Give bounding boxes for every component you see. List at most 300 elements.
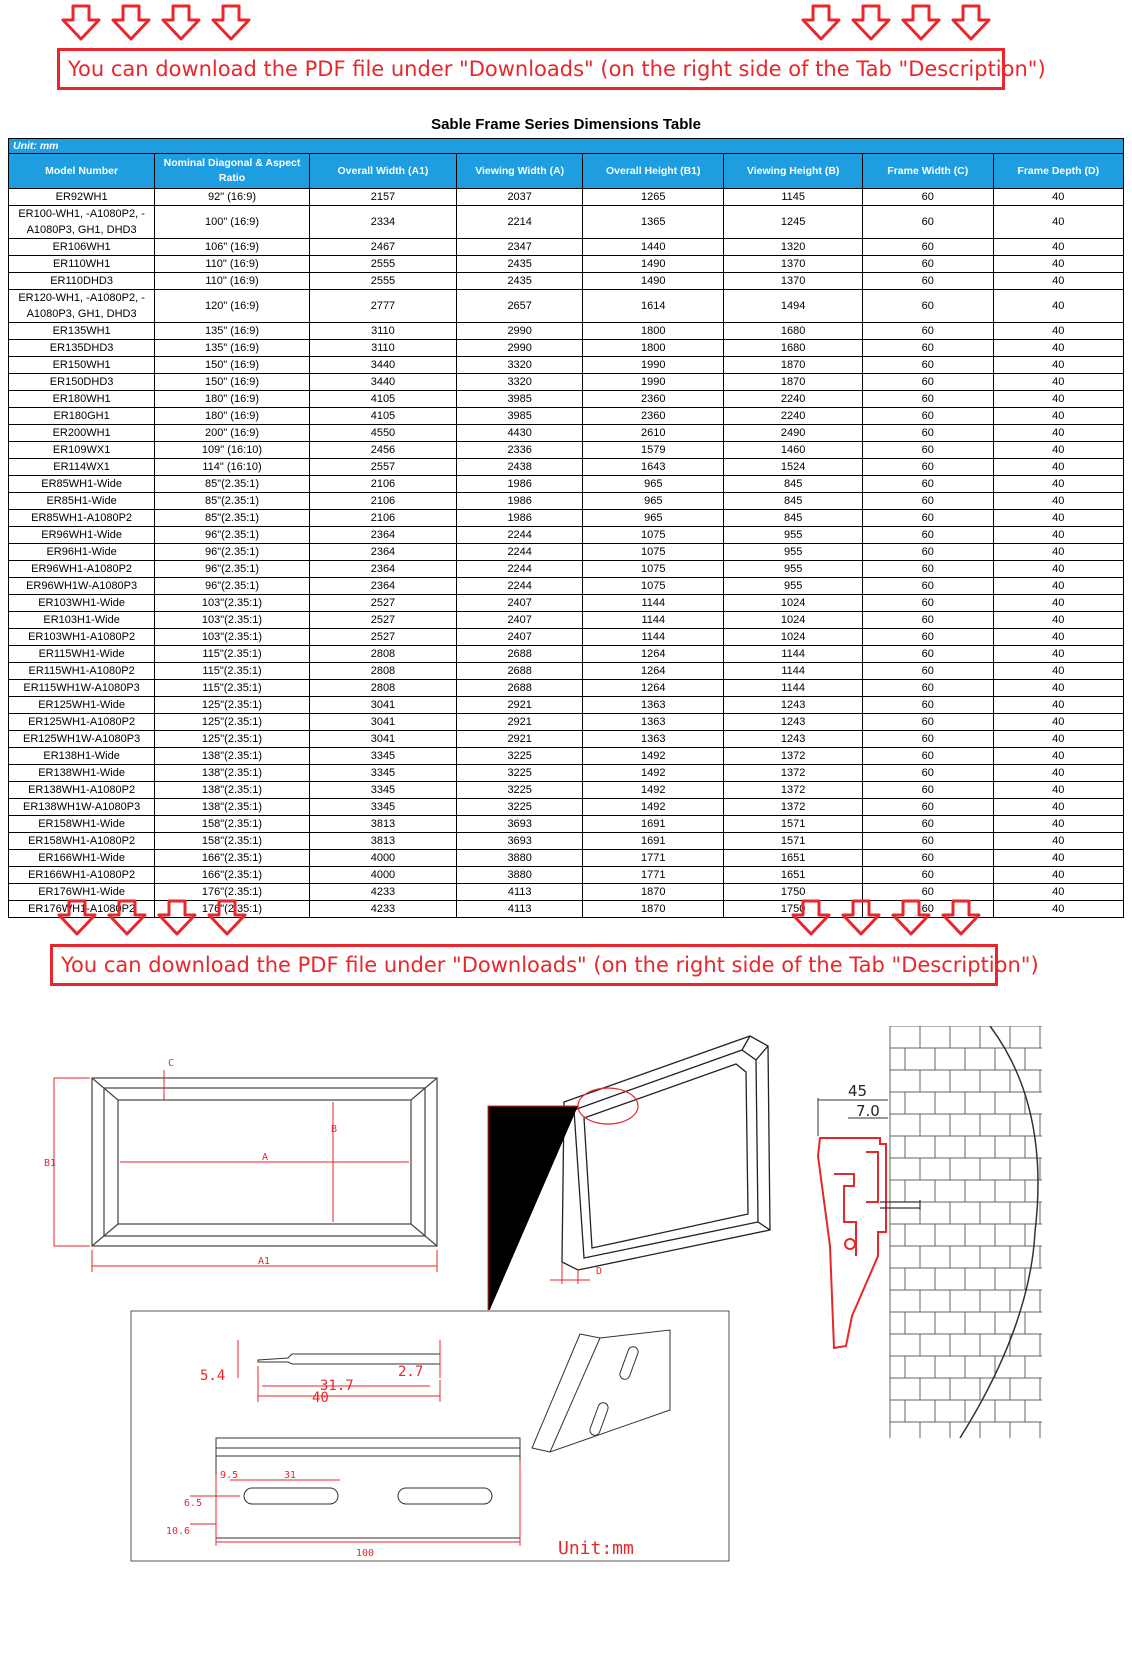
- table-cell: 96"(2.35:1): [155, 561, 310, 578]
- table-cell: 1024: [724, 595, 863, 612]
- table-cell: 40: [993, 340, 1124, 357]
- table-row: [9, 206, 1124, 239]
- table-cell: 40: [993, 290, 1124, 323]
- table-cell: 60: [863, 612, 993, 629]
- table-cell: 1144: [724, 646, 863, 663]
- table-cell: 3880: [457, 850, 583, 867]
- table-cell: 40: [993, 765, 1124, 782]
- table-cell: 138"(2.35:1): [155, 765, 310, 782]
- table-cell: 40: [993, 374, 1124, 391]
- table-row: [9, 544, 1124, 561]
- table-cell: 2557: [309, 459, 456, 476]
- label-b: B: [331, 1124, 338, 1135]
- down-arrow-icon: [110, 3, 152, 43]
- table-cell: 4113: [457, 884, 583, 901]
- table-cell: 40: [993, 697, 1124, 714]
- table-cell: ER200WH1: [9, 425, 155, 442]
- table-cell: 138"(2.35:1): [155, 748, 310, 765]
- table-cell: 85"(2.35:1): [155, 493, 310, 510]
- table-cell: 3041: [309, 697, 456, 714]
- table-cell: 96"(2.35:1): [155, 544, 310, 561]
- dim-2-7: 2.7: [398, 1364, 424, 1380]
- table-cell: 2244: [457, 578, 583, 595]
- table-cell: 60: [863, 799, 993, 816]
- table-row: [9, 731, 1124, 748]
- table-cell: 135" (16:9): [155, 323, 310, 340]
- table-cell: ER85H1-Wide: [9, 493, 155, 510]
- table-cell: 60: [863, 629, 993, 646]
- table-cell: ER166WH1-A1080P2: [9, 867, 155, 884]
- table-cell: 1265: [583, 189, 724, 206]
- table-cell: 1075: [583, 527, 724, 544]
- table-cell: 955: [724, 578, 863, 595]
- bottom-left-arrows: [56, 898, 248, 938]
- table-cell: 2214: [457, 206, 583, 239]
- table-cell: 85"(2.35:1): [155, 510, 310, 527]
- table-cell: 1075: [583, 561, 724, 578]
- table-cell: ER106WH1: [9, 239, 155, 256]
- table-cell: 1800: [583, 340, 724, 357]
- table-cell: 60: [863, 680, 993, 697]
- table-cell: 1771: [583, 850, 724, 867]
- dim-31: 31: [284, 1470, 297, 1481]
- down-arrow-icon: [60, 3, 102, 43]
- table-cell: 3345: [309, 782, 456, 799]
- table-cell: ER158WH1-Wide: [9, 816, 155, 833]
- table-cell: 3985: [457, 391, 583, 408]
- table-cell: 1320: [724, 239, 863, 256]
- table-cell: ER125WH1-A1080P2: [9, 714, 155, 731]
- table-cell: 135" (16:9): [155, 340, 310, 357]
- table-cell: 845: [724, 510, 863, 527]
- table-cell: 138"(2.35:1): [155, 782, 310, 799]
- table-row: [9, 697, 1124, 714]
- table-cell: 1363: [583, 714, 724, 731]
- table-cell: 1145: [724, 189, 863, 206]
- table-cell: 60: [863, 374, 993, 391]
- table-cell: 4233: [309, 901, 456, 918]
- table-cell: 40: [993, 714, 1124, 731]
- table-cell: 955: [724, 544, 863, 561]
- table-cell: 2037: [457, 189, 583, 206]
- table-cell: 40: [993, 901, 1124, 918]
- table-cell: 100" (16:9): [155, 206, 310, 239]
- table-cell: 60: [863, 850, 993, 867]
- table-cell: 1651: [724, 850, 863, 867]
- table-cell: 2527: [309, 612, 456, 629]
- table-cell: ER103WH1-Wide: [9, 595, 155, 612]
- table-cell: 955: [724, 561, 863, 578]
- dim-5-4: 5.4: [200, 1368, 226, 1384]
- table-cell: ER138WH1-A1080P2: [9, 782, 155, 799]
- down-arrow-icon: [900, 3, 942, 43]
- table-cell: 1492: [583, 782, 724, 799]
- dim-10-6: 10.6: [166, 1526, 191, 1537]
- down-arrow-icon: [156, 898, 198, 938]
- table-cell: ER115WH1-A1080P2: [9, 663, 155, 680]
- table-cell: 60: [863, 476, 993, 493]
- table-cell: 1990: [583, 357, 724, 374]
- down-arrow-icon: [950, 3, 992, 43]
- table-cell: 2921: [457, 697, 583, 714]
- table-cell: 3110: [309, 323, 456, 340]
- table-cell: 40: [993, 323, 1124, 340]
- column-header: Overall Height (B1): [583, 154, 724, 189]
- table-row: [9, 425, 1124, 442]
- table-row: [9, 782, 1124, 799]
- download-notice-bottom: You can download the PDF file under "Downloads" (on the right side of the Tab "Description"): [50, 944, 998, 986]
- label-a: A: [262, 1152, 269, 1163]
- table-cell: ER110WH1: [9, 256, 155, 273]
- table-cell: 60: [863, 527, 993, 544]
- table-cell: ER103WH1-A1080P2: [9, 629, 155, 646]
- table-cell: 60: [863, 510, 993, 527]
- table-cell: 40: [993, 561, 1124, 578]
- table-cell: 1075: [583, 578, 724, 595]
- table-cell: 1870: [583, 901, 724, 918]
- table-cell: 2244: [457, 527, 583, 544]
- table-cell: 2106: [309, 493, 456, 510]
- table-cell: 40: [993, 578, 1124, 595]
- table-cell: 40: [993, 256, 1124, 273]
- table-cell: 60: [863, 731, 993, 748]
- table-cell: 1750: [724, 884, 863, 901]
- table-cell: ER125WH1-Wide: [9, 697, 155, 714]
- down-arrow-icon: [106, 898, 148, 938]
- table-row: [9, 748, 1124, 765]
- table-cell: 176"(2.35:1): [155, 901, 310, 918]
- table-cell: 40: [993, 425, 1124, 442]
- table-cell: 115"(2.35:1): [155, 680, 310, 697]
- table-cell: 60: [863, 425, 993, 442]
- table-cell: 60: [863, 782, 993, 799]
- table-cell: 2688: [457, 663, 583, 680]
- table-cell: 60: [863, 340, 993, 357]
- table-cell: ER138WH1W-A1080P3: [9, 799, 155, 816]
- column-header: Overall Width (A1): [309, 154, 456, 189]
- table-cell: 1800: [583, 323, 724, 340]
- table-row: [9, 442, 1124, 459]
- table-row: [9, 290, 1124, 323]
- table-cell: ER158WH1-A1080P2: [9, 833, 155, 850]
- table-cell: 965: [583, 493, 724, 510]
- table-cell: 60: [863, 901, 993, 918]
- table-cell: 1870: [724, 357, 863, 374]
- dim-40: 40: [312, 1390, 329, 1406]
- table-cell: 1372: [724, 765, 863, 782]
- table-cell: 2240: [724, 408, 863, 425]
- table-cell: 60: [863, 493, 993, 510]
- table-cell: 103"(2.35:1): [155, 612, 310, 629]
- table-cell: 40: [993, 782, 1124, 799]
- table-cell: 1264: [583, 646, 724, 663]
- table-cell: 2808: [309, 646, 456, 663]
- table-cell: 2360: [583, 391, 724, 408]
- table-cell: 60: [863, 595, 993, 612]
- table-cell: 115"(2.35:1): [155, 646, 310, 663]
- table-row: [9, 408, 1124, 425]
- table-cell: 60: [863, 697, 993, 714]
- table-row: [9, 561, 1124, 578]
- table-row: [9, 680, 1124, 697]
- table-cell: 2244: [457, 544, 583, 561]
- table-cell: 2490: [724, 425, 863, 442]
- table-cell: 4550: [309, 425, 456, 442]
- table-cell: 40: [993, 493, 1124, 510]
- dim-9-5: 9.5: [220, 1470, 239, 1481]
- table-cell: 40: [993, 833, 1124, 850]
- table-cell: ER180GH1: [9, 408, 155, 425]
- table-row: [9, 273, 1124, 290]
- table-cell: ER115WH1-Wide: [9, 646, 155, 663]
- dimensions-table: [8, 138, 1124, 918]
- table-row: [9, 239, 1124, 256]
- table-cell: 1024: [724, 612, 863, 629]
- unit-label-mm: Unit:mm: [558, 1538, 634, 1559]
- table-cell: 1524: [724, 459, 863, 476]
- table-cell: 3041: [309, 714, 456, 731]
- table-cell: 1691: [583, 816, 724, 833]
- table-cell: ER138H1-Wide: [9, 748, 155, 765]
- table-cell: 40: [993, 459, 1124, 476]
- table-cell: 4430: [457, 425, 583, 442]
- table-row: [9, 867, 1124, 884]
- table-cell: 1680: [724, 340, 863, 357]
- table-cell: 1024: [724, 629, 863, 646]
- table-cell: ER125WH1W-A1080P3: [9, 731, 155, 748]
- table-cell: 60: [863, 544, 993, 561]
- table-cell: 180" (16:9): [155, 391, 310, 408]
- table-cell: 2407: [457, 595, 583, 612]
- table-cell: 1243: [724, 714, 863, 731]
- table-cell: ER135WH1: [9, 323, 155, 340]
- table-cell: ER176WH1-Wide: [9, 884, 155, 901]
- table-cell: 120" (16:9): [155, 290, 310, 323]
- table-cell: 4000: [309, 867, 456, 884]
- table-cell: 125"(2.35:1): [155, 697, 310, 714]
- table-cell: 40: [993, 884, 1124, 901]
- table-cell: 60: [863, 884, 993, 901]
- table-row: [9, 256, 1124, 273]
- table-row: [9, 357, 1124, 374]
- down-arrow-icon: [800, 3, 842, 43]
- table-cell: 2364: [309, 527, 456, 544]
- table-cell: 40: [993, 663, 1124, 680]
- table-cell: 3345: [309, 748, 456, 765]
- table-cell: 60: [863, 459, 993, 476]
- table-cell: 106" (16:9): [155, 239, 310, 256]
- table-cell: ER96WH1-A1080P2: [9, 561, 155, 578]
- table-cell: 1144: [583, 612, 724, 629]
- table-cell: 1990: [583, 374, 724, 391]
- table-row: [9, 391, 1124, 408]
- table-cell: 3345: [309, 799, 456, 816]
- table-cell: 4000: [309, 850, 456, 867]
- down-arrow-icon: [160, 3, 202, 43]
- table-cell: 3225: [457, 782, 583, 799]
- table-row: [9, 323, 1124, 340]
- table-cell: 2435: [457, 273, 583, 290]
- table-cell: ER92WH1: [9, 189, 155, 206]
- table-row: [9, 833, 1124, 850]
- table-cell: 2334: [309, 206, 456, 239]
- table-cell: 1986: [457, 476, 583, 493]
- down-arrow-icon: [56, 898, 98, 938]
- table-cell: 1771: [583, 867, 724, 884]
- table-cell: 200" (16:9): [155, 425, 310, 442]
- table-cell: 1490: [583, 256, 724, 273]
- table-row: [9, 646, 1124, 663]
- table-cell: 3693: [457, 833, 583, 850]
- table-cell: 3985: [457, 408, 583, 425]
- table-cell: 1750: [724, 901, 863, 918]
- table-row: [9, 595, 1124, 612]
- table-cell: 1144: [583, 595, 724, 612]
- table-cell: 3813: [309, 833, 456, 850]
- table-cell: 1363: [583, 731, 724, 748]
- table-cell: 2990: [457, 340, 583, 357]
- table-cell: 2990: [457, 323, 583, 340]
- table-cell: 60: [863, 816, 993, 833]
- down-arrow-icon: [850, 3, 892, 43]
- table-cell: 103"(2.35:1): [155, 595, 310, 612]
- table-cell: 60: [863, 323, 993, 340]
- table-row: [9, 714, 1124, 731]
- table-row: [9, 510, 1124, 527]
- table-cell: 1144: [724, 680, 863, 697]
- table-cell: ER96WH1-Wide: [9, 527, 155, 544]
- table-cell: 2364: [309, 544, 456, 561]
- table-cell: 2364: [309, 578, 456, 595]
- top-right-arrows: [800, 3, 992, 43]
- down-arrow-icon: [890, 898, 932, 938]
- table-cell: 1365: [583, 206, 724, 239]
- table-cell: 3693: [457, 816, 583, 833]
- table-row: [9, 850, 1124, 867]
- table-cell: 60: [863, 833, 993, 850]
- table-cell: 96"(2.35:1): [155, 527, 310, 544]
- table-cell: 40: [993, 391, 1124, 408]
- table-cell: 955: [724, 527, 863, 544]
- table-cell: ER166WH1-Wide: [9, 850, 155, 867]
- table-row: [9, 527, 1124, 544]
- table-cell: 1643: [583, 459, 724, 476]
- table-cell: 1579: [583, 442, 724, 459]
- column-header: Frame Width (C): [863, 154, 993, 189]
- table-cell: 40: [993, 595, 1124, 612]
- table-cell: ER115WH1W-A1080P3: [9, 680, 155, 697]
- table-cell: 60: [863, 442, 993, 459]
- table-cell: 2555: [309, 256, 456, 273]
- table-cell: 60: [863, 765, 993, 782]
- table-cell: 2407: [457, 629, 583, 646]
- table-cell: 2467: [309, 239, 456, 256]
- table-cell: ER180WH1: [9, 391, 155, 408]
- label-a1: A1: [258, 1256, 271, 1267]
- bracket-detail-drawing: [130, 1310, 730, 1562]
- table-cell: 138"(2.35:1): [155, 799, 310, 816]
- table-cell: 1243: [724, 697, 863, 714]
- table-cell: 2240: [724, 391, 863, 408]
- table-cell: 103"(2.35:1): [155, 629, 310, 646]
- table-cell: ER150WH1: [9, 357, 155, 374]
- table-cell: 60: [863, 239, 993, 256]
- table-cell: 60: [863, 714, 993, 731]
- table-title: Sable Frame Series Dimensions Table: [431, 116, 701, 133]
- table-cell: 40: [993, 273, 1124, 290]
- table-cell: 2157: [309, 189, 456, 206]
- table-cell: 1870: [583, 884, 724, 901]
- table-cell: 3345: [309, 765, 456, 782]
- table-cell: 60: [863, 357, 993, 374]
- table-cell: 60: [863, 748, 993, 765]
- table-cell: 1144: [583, 629, 724, 646]
- down-arrow-icon: [206, 898, 248, 938]
- table-cell: 40: [993, 850, 1124, 867]
- table-cell: 166"(2.35:1): [155, 850, 310, 867]
- table-cell: 3110: [309, 340, 456, 357]
- table-cell: 1370: [724, 256, 863, 273]
- table-row: [9, 476, 1124, 493]
- table-cell: 1494: [724, 290, 863, 323]
- table-cell: 2106: [309, 476, 456, 493]
- table-cell: 965: [583, 510, 724, 527]
- table-cell: 1680: [724, 323, 863, 340]
- column-header: Viewing Height (B): [724, 154, 863, 189]
- table-cell: 1986: [457, 493, 583, 510]
- table-cell: 845: [724, 476, 863, 493]
- table-cell: 1691: [583, 833, 724, 850]
- table-cell: 3225: [457, 765, 583, 782]
- table-cell: 1245: [724, 206, 863, 239]
- table-cell: 1490: [583, 273, 724, 290]
- table-row: [9, 340, 1124, 357]
- table-cell: 40: [993, 731, 1124, 748]
- table-row: [9, 493, 1124, 510]
- table-cell: ER114WX1: [9, 459, 155, 476]
- table-cell: ER150DHD3: [9, 374, 155, 391]
- dim-6-5: 6.5: [184, 1498, 203, 1509]
- table-cell: 4105: [309, 391, 456, 408]
- table-cell: 40: [993, 442, 1124, 459]
- table-cell: 1243: [724, 731, 863, 748]
- table-cell: 3813: [309, 816, 456, 833]
- table-cell: 2808: [309, 680, 456, 697]
- table-cell: 1571: [724, 833, 863, 850]
- table-cell: ER120-WH1, -A1080P2, -A1080P3, GH1, DHD3: [9, 290, 155, 323]
- table-cell: 1986: [457, 510, 583, 527]
- table-cell: 110" (16:9): [155, 273, 310, 290]
- table-cell: 40: [993, 612, 1124, 629]
- table-cell: 40: [993, 629, 1124, 646]
- table-cell: 109" (16:10): [155, 442, 310, 459]
- table-cell: 3320: [457, 357, 583, 374]
- table-cell: 1372: [724, 748, 863, 765]
- table-cell: 1440: [583, 239, 724, 256]
- table-cell: 2347: [457, 239, 583, 256]
- table-cell: ER85WH1-A1080P2: [9, 510, 155, 527]
- table-cell: 2555: [309, 273, 456, 290]
- table-cell: 1264: [583, 663, 724, 680]
- table-cell: 2438: [457, 459, 583, 476]
- table-cell: 150" (16:9): [155, 357, 310, 374]
- table-cell: 2777: [309, 290, 456, 323]
- table-cell: 2336: [457, 442, 583, 459]
- down-arrow-icon: [790, 898, 832, 938]
- table-cell: 40: [993, 239, 1124, 256]
- table-cell: 60: [863, 867, 993, 884]
- table-cell: 1372: [724, 782, 863, 799]
